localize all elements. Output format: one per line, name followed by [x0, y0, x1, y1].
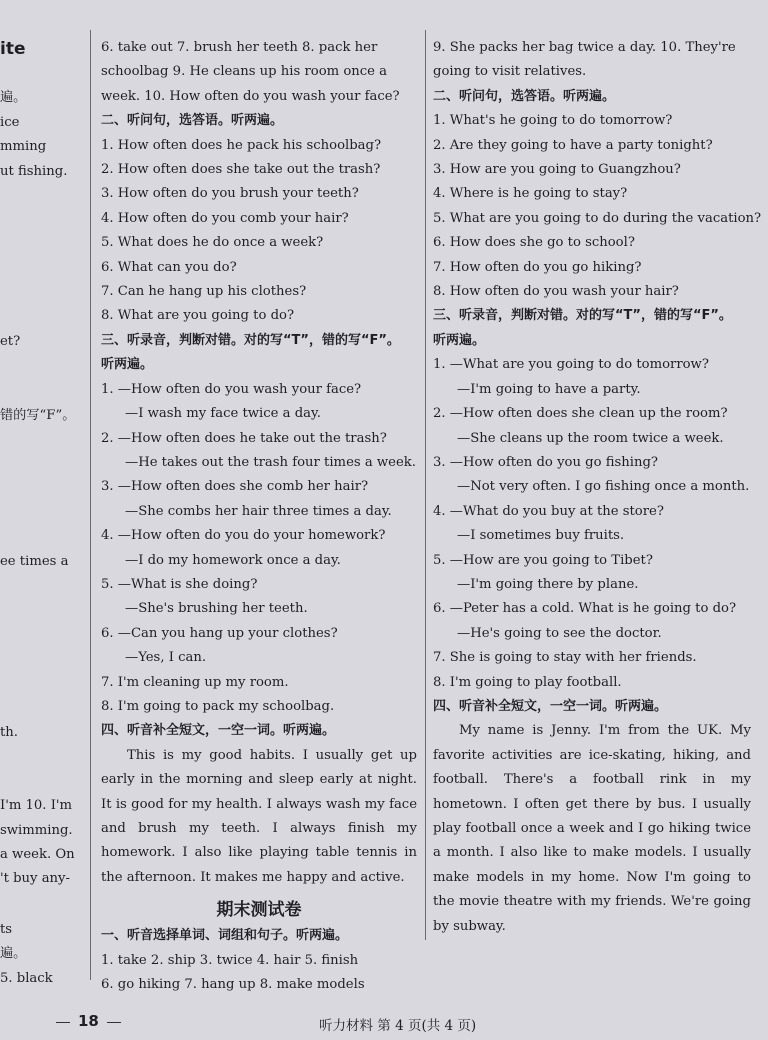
dialogue-question: 1. —What are you going to do tomorrow? — [433, 357, 709, 373]
cropped-line — [0, 501, 80, 525]
question-item: 2. How often does she take out the trash? — [101, 162, 381, 178]
answer-line: 6. take out 7. brush her teeth 8. pack her — [101, 40, 378, 55]
dialogue-question: 3. —How often do you go fishing? — [433, 454, 658, 470]
right-column — [433, 36, 762, 939]
dialogue-answer: —I sometimes buy fruits. — [457, 528, 625, 544]
section-2-list — [433, 109, 762, 304]
cropped-line — [0, 184, 80, 208]
dialogue-answer: —I do my homework once a day. — [125, 552, 341, 568]
cropped-line — [0, 208, 80, 232]
question-item: 1. How often does he pack his schoolbag? — [101, 137, 382, 153]
question-item: 3. How are you going to Guangzhou? — [433, 162, 681, 178]
dialogue-question: 4. —How often do you do your homework? — [101, 528, 386, 544]
final-exam-title: 期末测试卷 — [216, 900, 302, 921]
cropped-line: 遍。 — [0, 946, 27, 962]
cropped-line — [0, 306, 80, 330]
question-item: 6. What can you do? — [101, 259, 237, 275]
cropped-line: 't buy any- — [0, 871, 70, 887]
dialogue-answer: —She combs her hair three times a day. — [125, 503, 392, 519]
dialogue-answer: —She cleans up the room twice a week. — [457, 430, 724, 446]
section-4-title: 四、听音补全短文，一空一词。听两遍。 — [433, 698, 668, 714]
dialogue-answer: —I wash my face twice a day. — [125, 406, 321, 422]
cropped-line: 5. black — [0, 970, 53, 986]
question-item: 6. How does she go to school? — [433, 235, 635, 251]
cropped-line — [0, 892, 80, 918]
cropped-line — [0, 233, 80, 257]
question-item: 8. What are you going to do? — [101, 308, 295, 324]
continued-answers — [101, 36, 417, 109]
cropped-line: I'm 10. I'm — [0, 798, 73, 814]
dialogue-question: 3. —How often does she comb her hair? — [101, 479, 369, 495]
cropped-line — [0, 648, 80, 672]
cropped-line: ut fishing. — [0, 163, 68, 179]
sentence-item: 8. I'm going to pack my schoolbag. — [101, 698, 335, 714]
left-cropped-column — [0, 36, 80, 991]
section-4-title: 四、听音补全短文，一空一词。听两遍。 — [101, 723, 336, 739]
cropped-line — [0, 62, 80, 86]
section-2-title: 二、听问句，选答语。听两遍。 — [101, 113, 284, 129]
question-item: 7. Can he hang up his clothes? — [101, 284, 307, 300]
dialogue-question: 1. —How often do you wash your face? — [101, 381, 362, 397]
cropped-line — [0, 672, 80, 696]
continued-answers — [433, 36, 751, 85]
cropped-line: et? — [0, 334, 21, 350]
answer-line: going to visit relatives. — [433, 64, 587, 80]
answer-line: schoolbag 9. He cleans up his room once a — [101, 64, 388, 80]
dialogue-answer: —Not very often. I go fishing once a month. — [457, 479, 750, 495]
cropped-line — [0, 379, 80, 403]
cropped-line: swimming. — [0, 822, 73, 838]
question-item: 4. How often do you comb your hair? — [101, 210, 349, 226]
dialogue-answer: —I'm going there by plane. — [457, 576, 639, 592]
dialogue-answer: —Yes, I can. — [125, 650, 207, 666]
cropped-line: th. — [0, 724, 18, 740]
sentence-item: 7. I'm cleaning up my room. — [101, 674, 289, 690]
answer-line: 9. She packs her bag twice a day. 10. They're — [433, 40, 736, 55]
section-3-dialogues — [101, 378, 417, 671]
cropped-line — [0, 428, 80, 452]
question-item: 1. What's he going to do tomorrow? — [433, 113, 673, 129]
dialogue-question: 2. —How often does he take out the trash? — [101, 430, 387, 446]
cropped-line — [0, 282, 80, 306]
section-3-dialogues — [433, 353, 751, 646]
cropped-line: a week. On — [0, 847, 75, 862]
cropped-line: ite — [0, 39, 26, 59]
column-divider-right — [425, 30, 426, 940]
column-divider-left — [90, 30, 91, 980]
final-section-1-line-1: 1. take 2. ship 3. twice 4. hair 5. finish — [101, 952, 359, 968]
dialogue-answer: —He takes out the trash four times a week. — [125, 454, 416, 470]
footer-caption: 听力材料 第 4 页(共 4 页) — [319, 1018, 477, 1034]
cropped-line — [0, 770, 80, 794]
sentence-item: 7. She is going to stay with her friends. — [433, 650, 697, 666]
cropped-line — [0, 599, 80, 623]
question-item: 7. How often do you go hiking? — [433, 259, 642, 275]
question-item: 4. Where is he going to stay? — [433, 186, 628, 202]
question-item: 5. What does he do once a week? — [101, 235, 324, 251]
final-section-1-title: 一、听音选择单词、词组和句子。听两遍。 — [101, 928, 349, 944]
cropped-line — [0, 745, 80, 769]
section-3-title: 三、听录音，判断对错。对的写“T”，错的写“F”。 — [433, 308, 732, 324]
cropped-line — [0, 526, 80, 550]
cropped-line: 遍。 — [0, 90, 27, 106]
section-3-title-cont: 听两遍。 — [433, 332, 486, 348]
cropped-line: ts — [0, 921, 13, 937]
dash-right — [107, 1022, 121, 1023]
dialogue-question: 6. —Peter has a cold. What is he going to do? — [433, 601, 737, 617]
cropped-line: 错的写“F”。 — [0, 407, 76, 423]
middle-column — [101, 36, 417, 997]
cropped-line: ice — [0, 114, 20, 130]
dialogue-question: 5. —What is she doing? — [101, 576, 258, 592]
cropped-line — [0, 355, 80, 379]
cropped-line: mming — [0, 139, 47, 155]
section-4-passage: This is my good habits. I usually get up early in the morning and sleep early at night. It is good for my health. I always wash my face and brush my teeth. I always finish my homework. I also like playing table tennis in the afternoon. It makes me happy and active. — [101, 747, 417, 885]
cropped-line — [0, 257, 80, 281]
dialogue-answer: —He's going to see the doctor. — [457, 625, 662, 641]
cropped-line — [0, 575, 80, 599]
section-4-passage: My name is Jenny. I'm from the UK. My favorite activities are ice-skating, hiking, and football. There's a football rink in my hometown. I often get there by bus. I usually play football once a week and I go hiking twice a month. I also like to make models. I usually make models in my home. Now I'm going to the movie theatre with my friends. We're going by subway. — [433, 723, 751, 934]
question-item: 3. How often do you brush your teeth? — [101, 186, 359, 202]
dialogue-question: 6. —Can you hang up your clothes? — [101, 625, 338, 641]
answer-line: week. 10. How often do you wash your face? — [101, 88, 400, 104]
dialogue-answer: —I'm going to have a party. — [457, 381, 641, 397]
dialogue-answer: —She's brushing her teeth. — [125, 601, 308, 617]
section-3-title: 三、听录音，判断对错。对的写“T”，错的写“F”。 — [101, 332, 400, 348]
sentence-item: 8. I'm going to play football. — [433, 674, 622, 690]
cropped-line: ee times a — [0, 554, 69, 570]
section-3-sentences — [101, 671, 417, 720]
cropped-line — [0, 623, 80, 647]
cropped-line — [0, 697, 80, 721]
section-2-title: 二、听问句，选答语。听两遍。 — [433, 88, 616, 104]
question-item: 5. What are you going to do during the vacation? — [433, 210, 762, 226]
dialogue-question: 5. —How are you going to Tibet? — [433, 552, 653, 568]
cropped-line — [0, 477, 80, 501]
final-section-1-line-2: 6. go hiking 7. hang up 8. make models — [101, 977, 365, 993]
question-item: 8. How often do you wash your hair? — [433, 284, 679, 300]
section-3-title-cont: 听两遍。 — [101, 357, 154, 373]
dash-left — [56, 1022, 70, 1023]
page-number — [48, 1012, 129, 1030]
question-item: 2. Are they going to have a party tonight? — [433, 137, 713, 153]
cropped-line — [0, 453, 80, 477]
dialogue-question: 4. —What do you buy at the store? — [433, 503, 664, 519]
page-number-value: 18 — [78, 1012, 99, 1030]
dialogue-question: 2. —How often does she clean up the room? — [433, 406, 728, 422]
section-2-list — [101, 134, 417, 329]
section-3-sentences — [433, 646, 751, 695]
